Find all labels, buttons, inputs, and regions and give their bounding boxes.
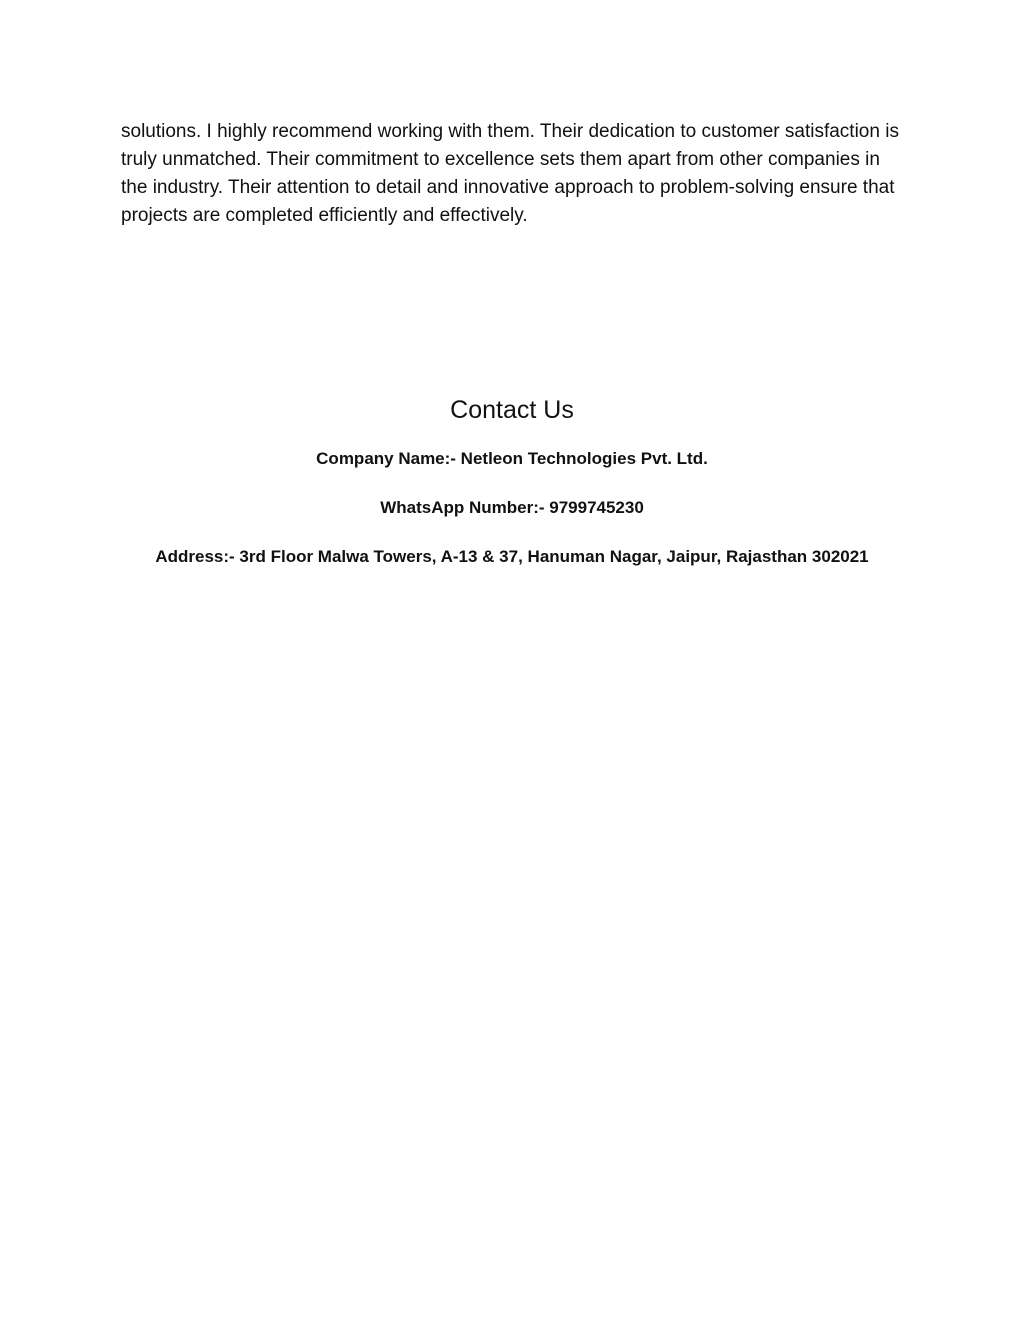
body-paragraph: solutions. I highly recommend working with them. Their dedication to customer satisfaction is truly unmatched. Their commitment to excellence sets them apart from other companies in the industry. Their attention to detail and innovative approach to problem-solving ensure that projects are completed efficiently and effectively. bbox=[121, 121, 899, 226]
address-line: Address:- 3rd Floor Malwa Towers, A-13 & 37, Hanuman Nagar, Jaipur, Rajasthan 302021 bbox=[155, 547, 869, 566]
whatsapp-number-line: WhatsApp Number:- 9799745230 bbox=[380, 498, 644, 517]
company-name-line: Company Name:- Netleon Technologies Pvt. Ltd. bbox=[316, 449, 708, 468]
contact-section bbox=[0, 390, 1024, 568]
contact-heading: Contact Us bbox=[450, 396, 574, 424]
